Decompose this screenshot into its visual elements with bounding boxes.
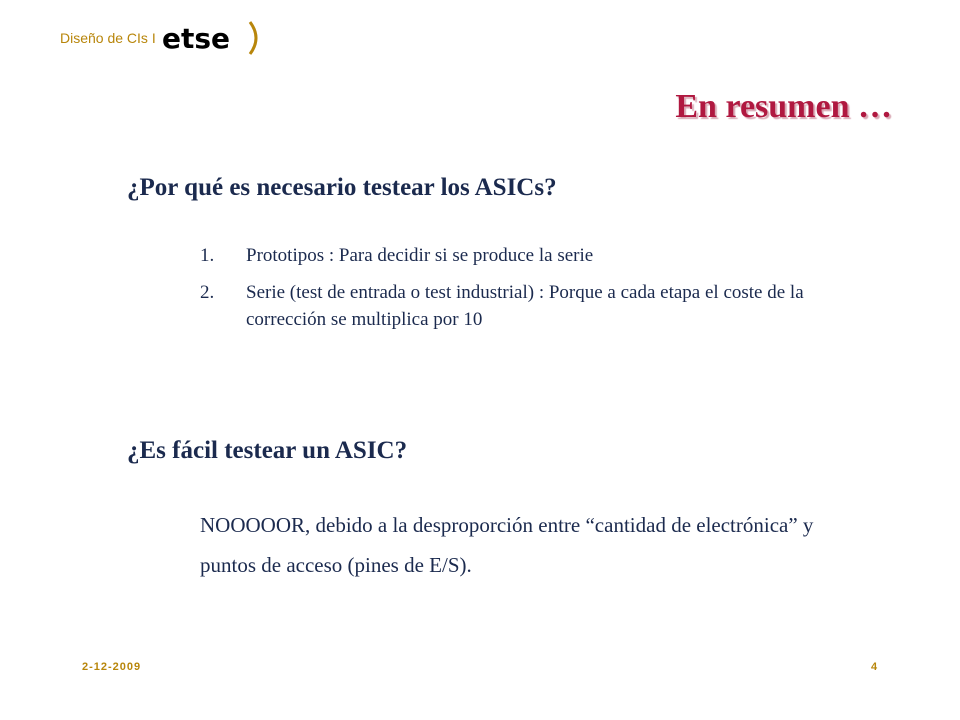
answer-text: NOOOOOR, debido a la desproporción entre “cantidad de electrónica” y puntos de acceso (pines de E/S). — [200, 513, 814, 577]
question-why-test: ¿Por qué es necesario testear los ASICs? — [127, 174, 557, 201]
item-text: Prototipos : Para decidir si se produce la serie — [246, 245, 594, 266]
course-name: Diseño de CIs I — [60, 30, 156, 46]
item-number: 1. — [200, 245, 215, 266]
item-text: Serie (test de entrada o test industrial) : Porque a cada etapa el coste de la corrección se multiplica por 10 — [246, 282, 804, 330]
logo-text: etse — [161, 22, 230, 55]
etse-logo — [162, 18, 266, 58]
question-is-it-easy: ¿Es fácil testear un ASIC? — [127, 437, 408, 464]
slide-title: En resumen … — [675, 88, 892, 125]
reasons-list — [200, 242, 840, 343]
page-number: 4 — [871, 661, 878, 673]
logo-arc — [250, 22, 256, 54]
slide-header — [60, 18, 266, 58]
list-item — [200, 242, 840, 269]
list-item — [200, 279, 840, 333]
item-number: 2. — [200, 282, 215, 303]
footer-date: 2-12-2009 — [82, 661, 142, 673]
